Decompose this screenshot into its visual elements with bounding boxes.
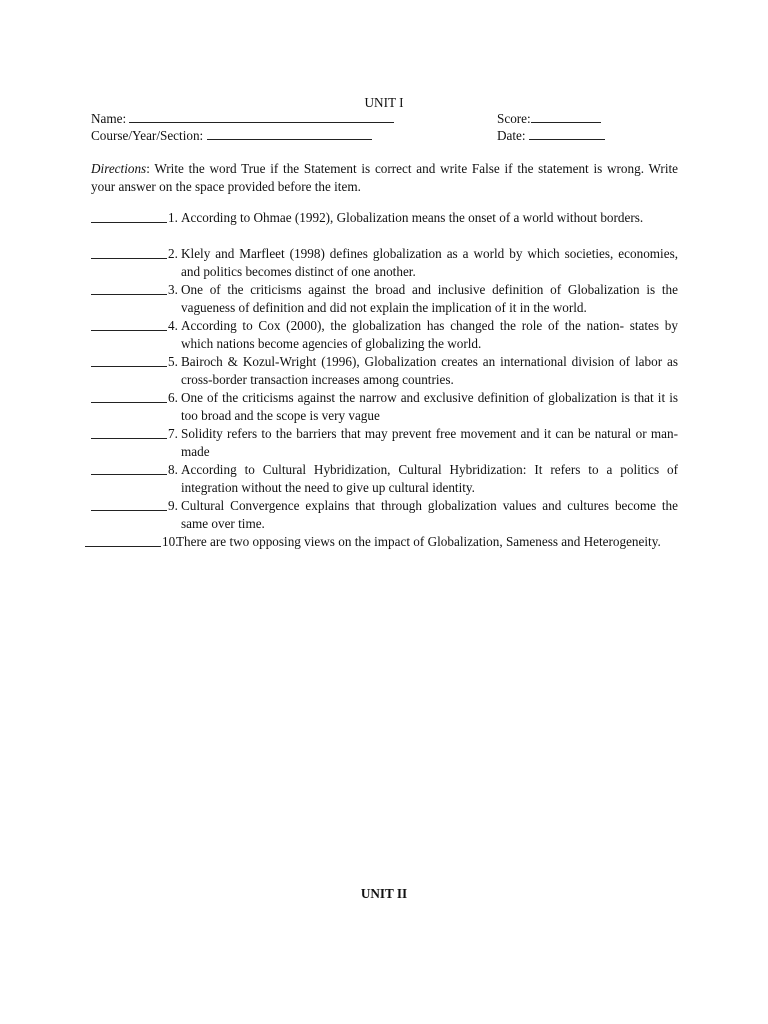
question-number-6: 6. <box>168 390 178 405</box>
answer-blank-4[interactable] <box>91 317 167 331</box>
answer-blank-2[interactable] <box>91 245 167 259</box>
question-text-5: Bairoch & Kozul-Wright (1996), Globalization creates an international division of labor as cross-border transaction increases among countries. <box>181 354 678 387</box>
question-text-6: One of the criticisms against the narrow and exclusive definition of globalization is that it is too broad and the scope is very vague <box>181 390 678 423</box>
score-field <box>497 110 601 127</box>
name-label: Name: <box>91 111 127 126</box>
answer-blank-8[interactable] <box>91 461 167 475</box>
score-label: Score: <box>497 111 531 126</box>
date-blank[interactable] <box>529 127 605 140</box>
question-number-8: 8. <box>168 462 178 477</box>
unit-2-title: UNIT II <box>360 886 408 901</box>
directions-label: Directions <box>91 161 147 176</box>
question-number-9: 9. <box>168 498 178 513</box>
answer-blank-6[interactable] <box>91 389 167 403</box>
name-blank[interactable] <box>129 110 394 123</box>
answer-blank-3[interactable] <box>91 281 167 295</box>
answer-blank-7[interactable] <box>91 425 167 439</box>
question-number-1: 1. <box>168 210 178 225</box>
question-text-8: According to Cultural Hybridization, Cultural Hybridization: It refers to a politics of integration without the need to give up cultural identity. <box>181 462 678 495</box>
course-field <box>91 127 372 144</box>
question-text-3: One of the criticisms against the broad and inclusive definition of Globalization is the vagueness of definition and did not explain the implication of it in the world. <box>181 282 678 315</box>
unit-1-title: UNIT I <box>364 95 404 110</box>
answer-blank-10[interactable] <box>85 533 161 547</box>
course-label: Course/Year/Section: <box>91 128 204 143</box>
answer-blank-1[interactable] <box>91 209 167 223</box>
question-number-2: 2. <box>168 246 178 261</box>
date-label: Date: <box>497 128 526 143</box>
question-text-7: Solidity refers to the barriers that may prevent free movement and it can be natural or man-made <box>181 426 678 459</box>
answer-blank-5[interactable] <box>91 353 167 367</box>
score-blank[interactable] <box>531 110 601 123</box>
directions-text: : Write the word True if the Statement is correct and write False if the statement is wrong. Write your answer on the space provided before the item. <box>91 161 678 194</box>
answer-blank-9[interactable] <box>91 497 167 511</box>
course-blank[interactable] <box>207 127 372 140</box>
question-number-5: 5. <box>168 354 178 369</box>
name-field <box>91 110 394 127</box>
question-number-7: 7. <box>168 426 178 441</box>
date-field <box>497 127 605 144</box>
question-number-3: 3. <box>168 282 178 297</box>
question-text-1: According to Ohmae (1992), Globalization means the onset of a world without borders. <box>181 210 644 225</box>
question-number-4: 4. <box>168 318 178 333</box>
question-text-9: Cultural Convergence explains that through globalization values and cultures become the same over time. <box>181 498 678 531</box>
question-text-2: Klely and Marfleet (1998) defines globalization as a world by which societies, economies, and politics becomes distinct of one another. <box>181 246 678 279</box>
directions <box>91 160 678 195</box>
question-number-10: 10. <box>162 534 179 549</box>
question-text-4: According to Cox (2000), the globalization has changed the role of the nation- states by which nations become agencies of globalizing the world. <box>181 318 678 351</box>
question-text-10: There are two opposing views on the impact of Globalization, Sameness and Heterogeneity. <box>176 534 661 549</box>
